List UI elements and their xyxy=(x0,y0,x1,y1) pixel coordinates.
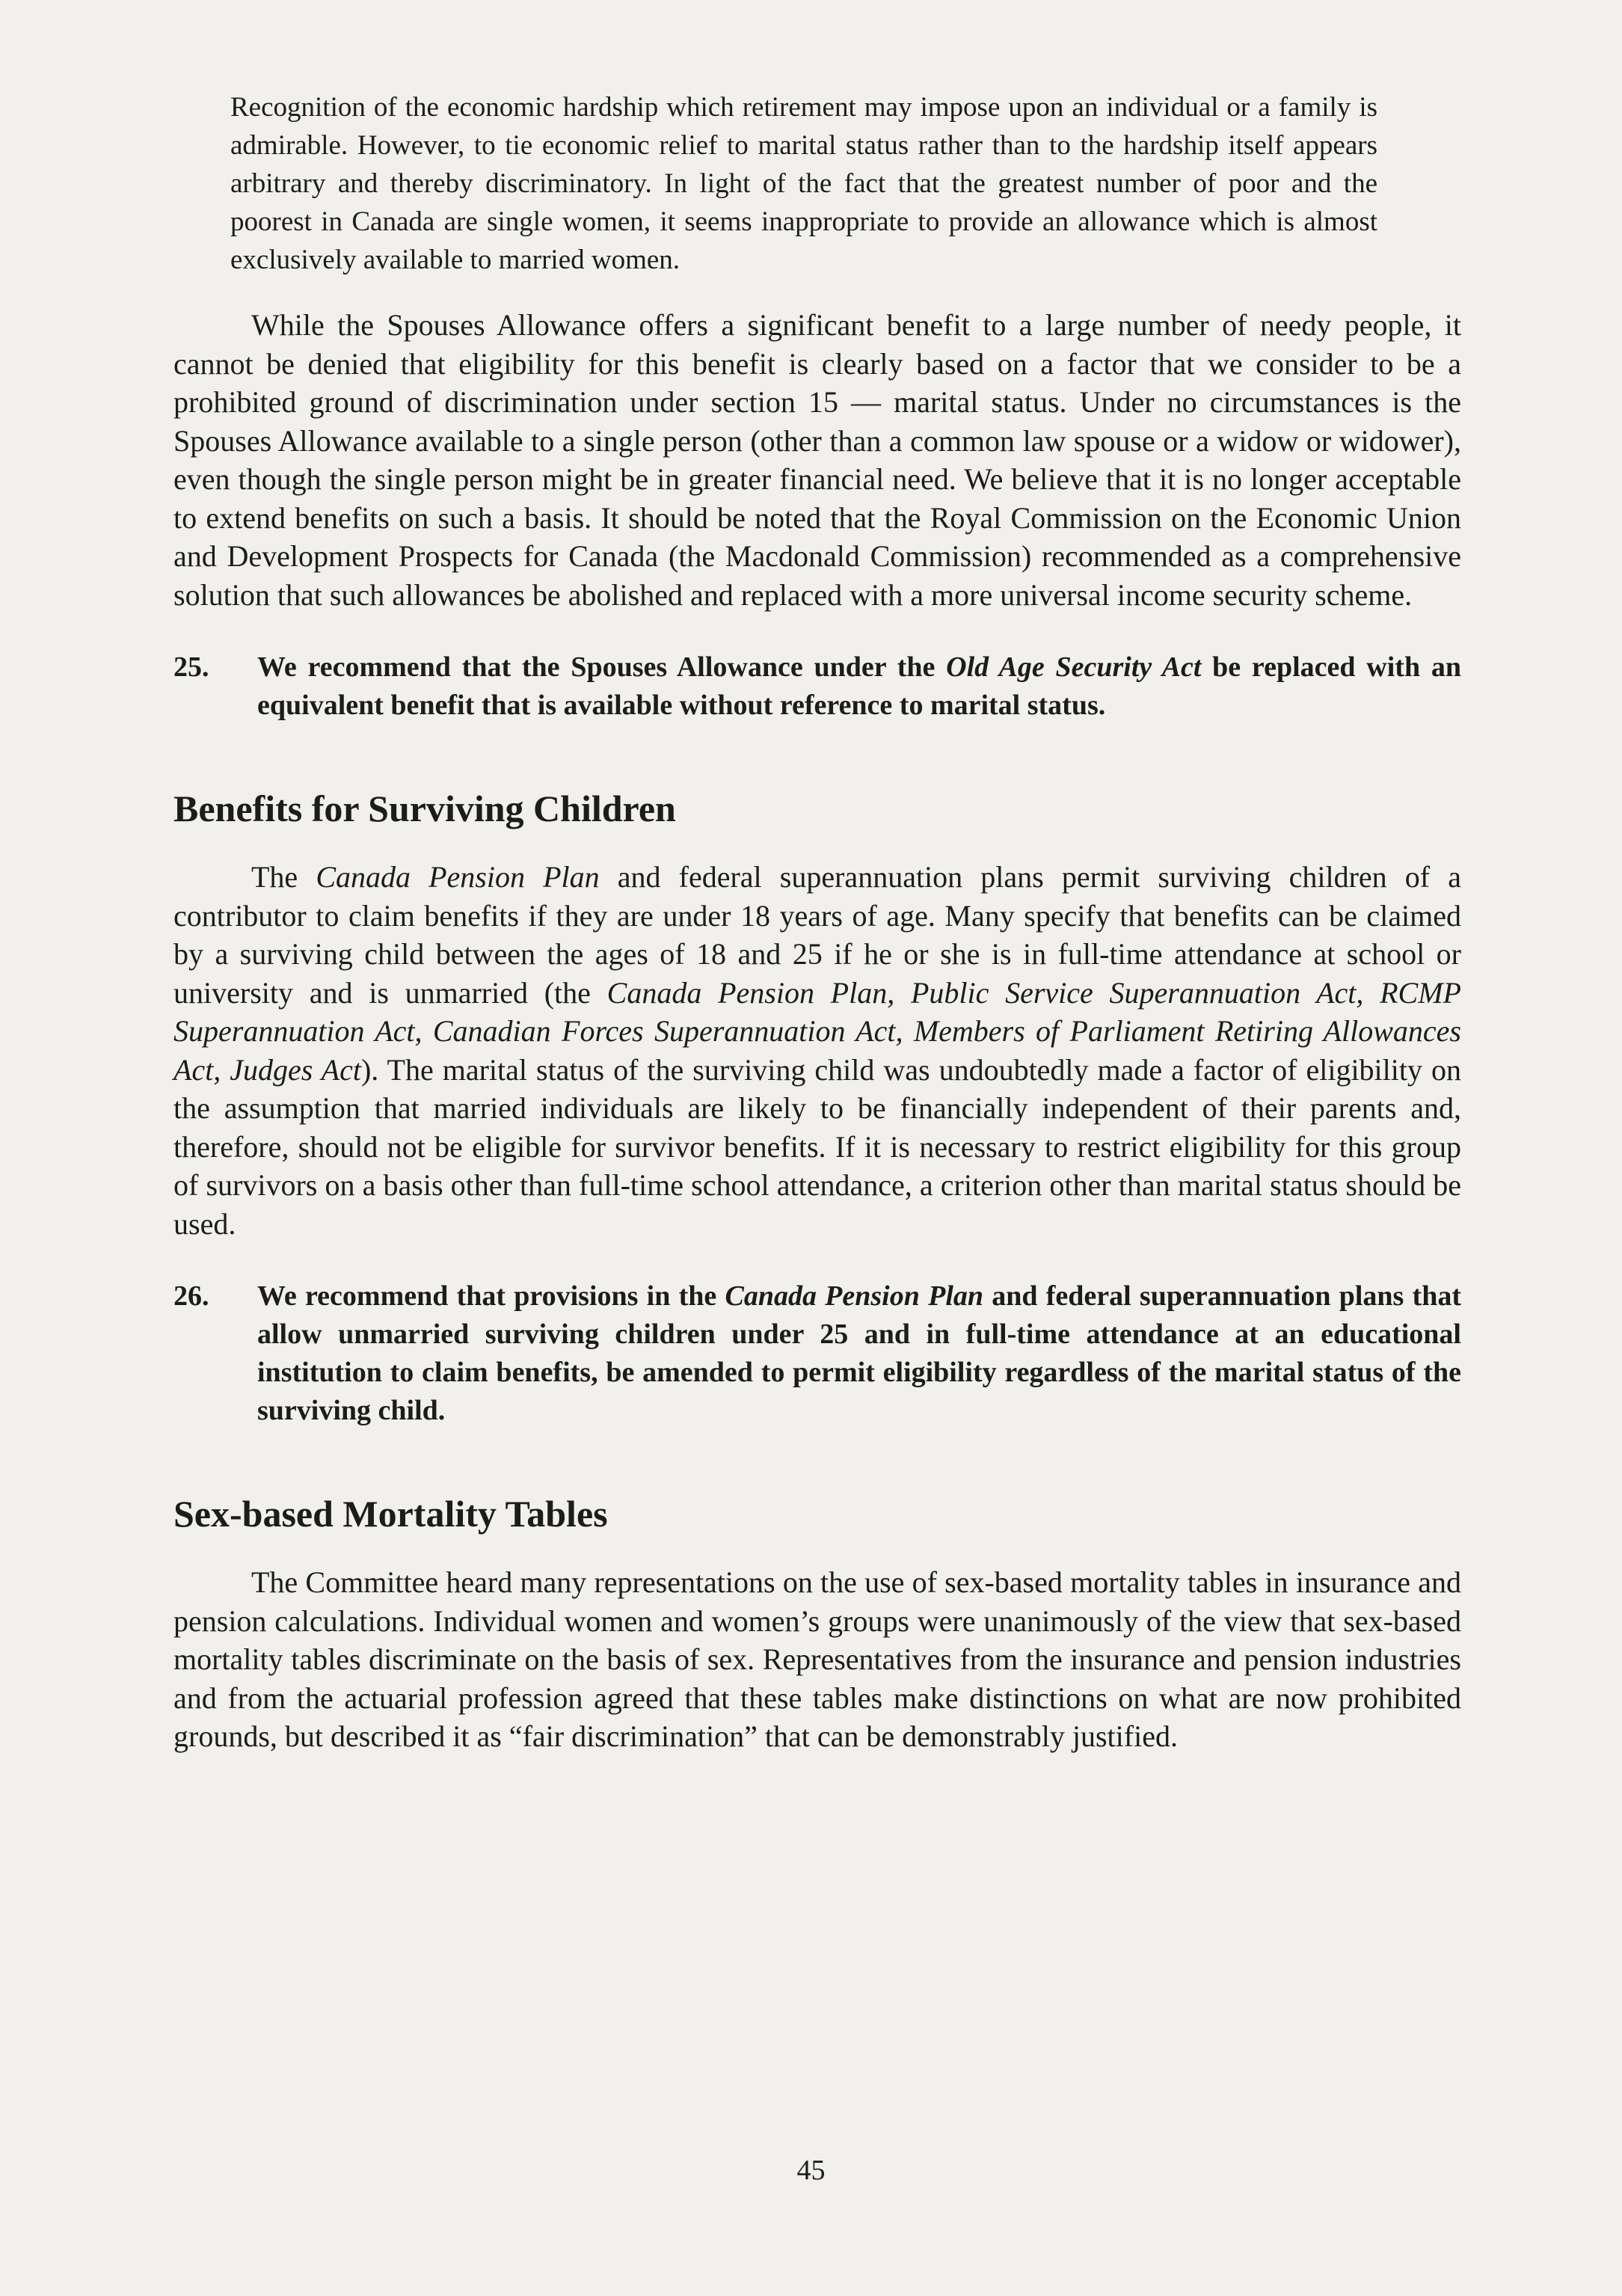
recommendation-25 xyxy=(173,648,1461,725)
paragraph-mortality-tables: The Committee heard many representations on the use of sex-based mortality tables in insurance and pension calculations. Individual women and women’s groups were unanimously of the view that sex-based mortality tables discriminate on the basis of sex. Representatives from the insurance and pension industries and from the actuarial profession agreed that these tables make distinctions on what are now prohibited grounds, but described it as “fair discrimination” that can be demonstrably justified. xyxy=(173,1565,1461,1753)
recommendation-text: We recommend that the Spouses Allowance under the Old Age Security Act be replaced with an equivalent benefit that is available without reference to marital status. xyxy=(257,651,1461,721)
paragraph-surviving-children: The Canada Pension Plan and federal superannuation plans permit surviving children of a contributor to claim benefits if they are under 18 years of age. Many specify that benefits can be claimed by a surviving child between the ages of 18 and 25 if he or she is in full-time attendance at school or university and is unmarried (the Canada Pension Plan, Public Service Superannuation Act, RCMP Superannuation Act, Canadian Forces Superannuation Act, Members of Parliament Retiring Allowances Act, Judges Act). The marital status of the surviving child was undoubtedly made a factor of eligibility on the assumption that married individuals are likely to be financially independent of their parents and, therefore, should not be eligible for survivor benefits. If it is necessary to restrict eligibility for this group of survivors on a basis other than full-time school attendance, a criterion other than marital status should be used. xyxy=(173,860,1462,1241)
block-quote: Recognition of the economic hardship which retirement may impose upon an individual or a family is admirable. However, to tie economic relief to marital status rather than to the hardship itself appears arbitrary and thereby discriminatory. In light of the fact that the greatest number of poor and the poorest in Canada are single women, it seems inappropriate to provide an allowance which is almost exclusively available to married women. xyxy=(230,92,1377,275)
recommendation-number: 26. xyxy=(173,1280,209,1312)
act-title: Canada Pension Plan xyxy=(725,1280,984,1312)
paragraph-spouses-allowance: While the Spouses Allowance offers a significant benefit to a large number of needy people, it cannot be denied that eligibility for this benefit is clearly based on a factor that we consider to be a prohibited ground of discrimination under section 15 — marital status. Under no circumstances is the Spouses Allowance available to a single person (other than a common law spouse or a widow or widower), even though the single person might be in greater financial need. We believe that it is no longer acceptable to extend benefits on such a basis. It should be noted that the Royal Commission on the Economic Union and Development Prospects for Canada (the Macdonald Commission) recommended as a comprehensive solution that such allowances be abolished and replaced with a more universal income security scheme. xyxy=(173,308,1461,612)
section-heading-surviving-children: Benefits for Surviving Children xyxy=(173,788,676,829)
page-content xyxy=(173,88,1461,1756)
act-title: Canada Pension Plan xyxy=(316,860,600,894)
page-number: 45 xyxy=(796,2155,826,2186)
act-title: Old Age Security Act xyxy=(946,651,1202,683)
recommendation-26 xyxy=(173,1277,1461,1430)
recommendation-text: We recommend that provisions in the Canada Pension Plan and federal superannuation plans that allow unmarried surviving children under 25 and in full-time attendance at an educational institution to claim benefits, be amended to permit eligibility regardless of the marital status of the surviving child. xyxy=(257,1280,1461,1426)
act-list: Canada Pension Plan, Public Service Superannuation Act, RCMP Superannuation Act, Canadian Forces Superannuation Act, Members of Parliament Retiring Allowances Act, Judges Act xyxy=(173,975,1461,1087)
recommendation-number: 25. xyxy=(173,651,209,683)
section-heading-mortality-tables: Sex-based Mortality Tables xyxy=(173,1493,608,1535)
